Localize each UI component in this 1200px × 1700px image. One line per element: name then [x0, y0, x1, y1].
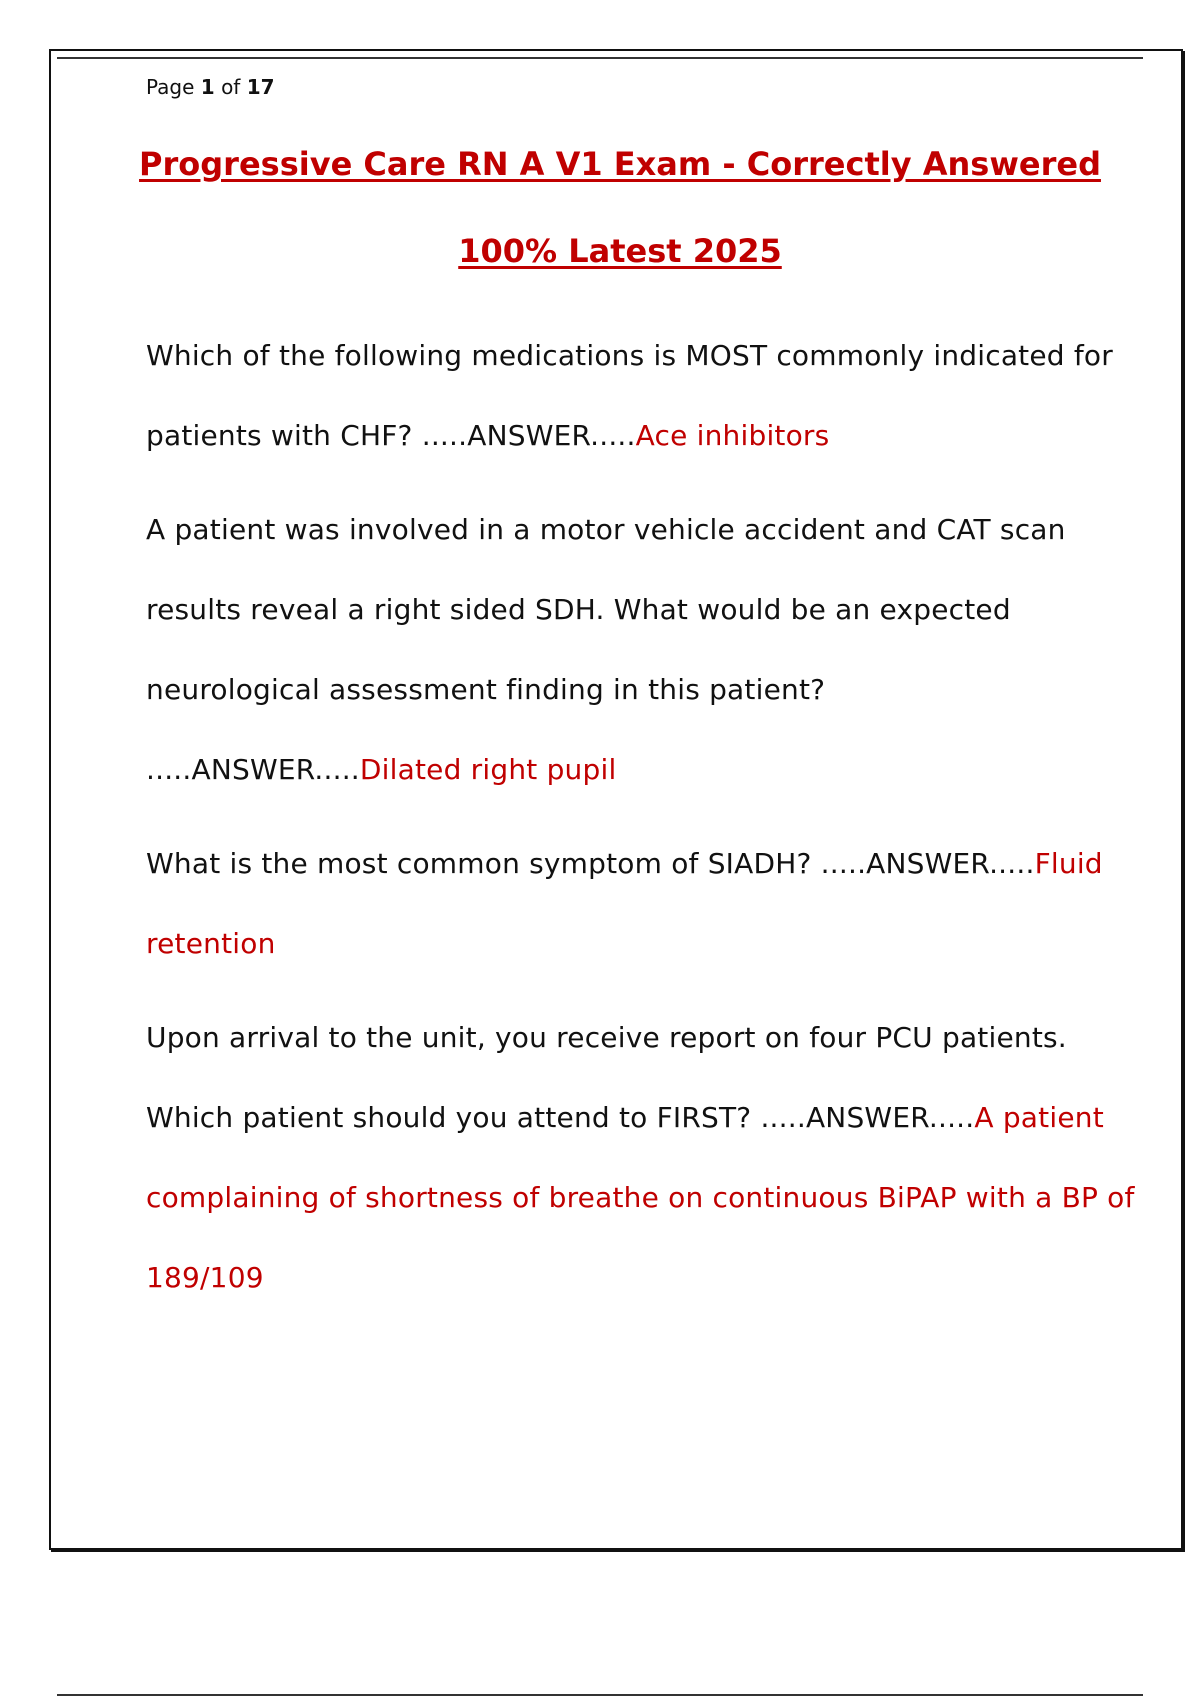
- question-text: Upon arrival to the unit, you receive report on four PCU patients. Which patient should you attend to FIRST?: [146, 1021, 1067, 1134]
- document-title-line-1: Progressive Care RN A V1 Exam - Correctly Answered: [139, 145, 1101, 183]
- page-total: 17: [246, 75, 275, 99]
- answer-marker: .....ANSWER.....: [820, 847, 1035, 880]
- page-number: [146, 75, 275, 99]
- document-title-line-2: 100% Latest 2025: [458, 232, 782, 270]
- page-label: Page: [146, 75, 195, 99]
- page-current: 1: [200, 75, 215, 99]
- qa-item: [146, 998, 1146, 1318]
- qa-item: [146, 490, 1146, 810]
- question-text: A patient was involved in a motor vehicle accident and CAT scan results reveal a right sided SDH. What would be an expected neurological assessment finding in this patient?: [146, 513, 1066, 706]
- question-text: What is the most common symptom of SIADH?: [146, 847, 812, 880]
- qa-item: [146, 316, 1146, 476]
- question-text: Which of the following medications is MOST commonly indicated for patients with CHF?: [146, 339, 1113, 452]
- answer-text: Fluid retention: [146, 847, 1103, 960]
- answer-marker: .....ANSWER.....: [760, 1101, 975, 1134]
- page-of: of: [221, 75, 241, 99]
- answer-marker: .....ANSWER.....: [146, 753, 360, 786]
- bottom-rule: [57, 1694, 1143, 1696]
- answer-marker: .....ANSWER.....: [421, 419, 636, 452]
- answer-text: Dilated right pupil: [359, 753, 617, 786]
- answer-text: A patient complaining of shortness of breathe on continuous BiPAP with a BP of 189/109: [146, 1101, 1135, 1294]
- answer-text: Ace inhibitors: [635, 419, 830, 452]
- qa-item: [146, 824, 1146, 984]
